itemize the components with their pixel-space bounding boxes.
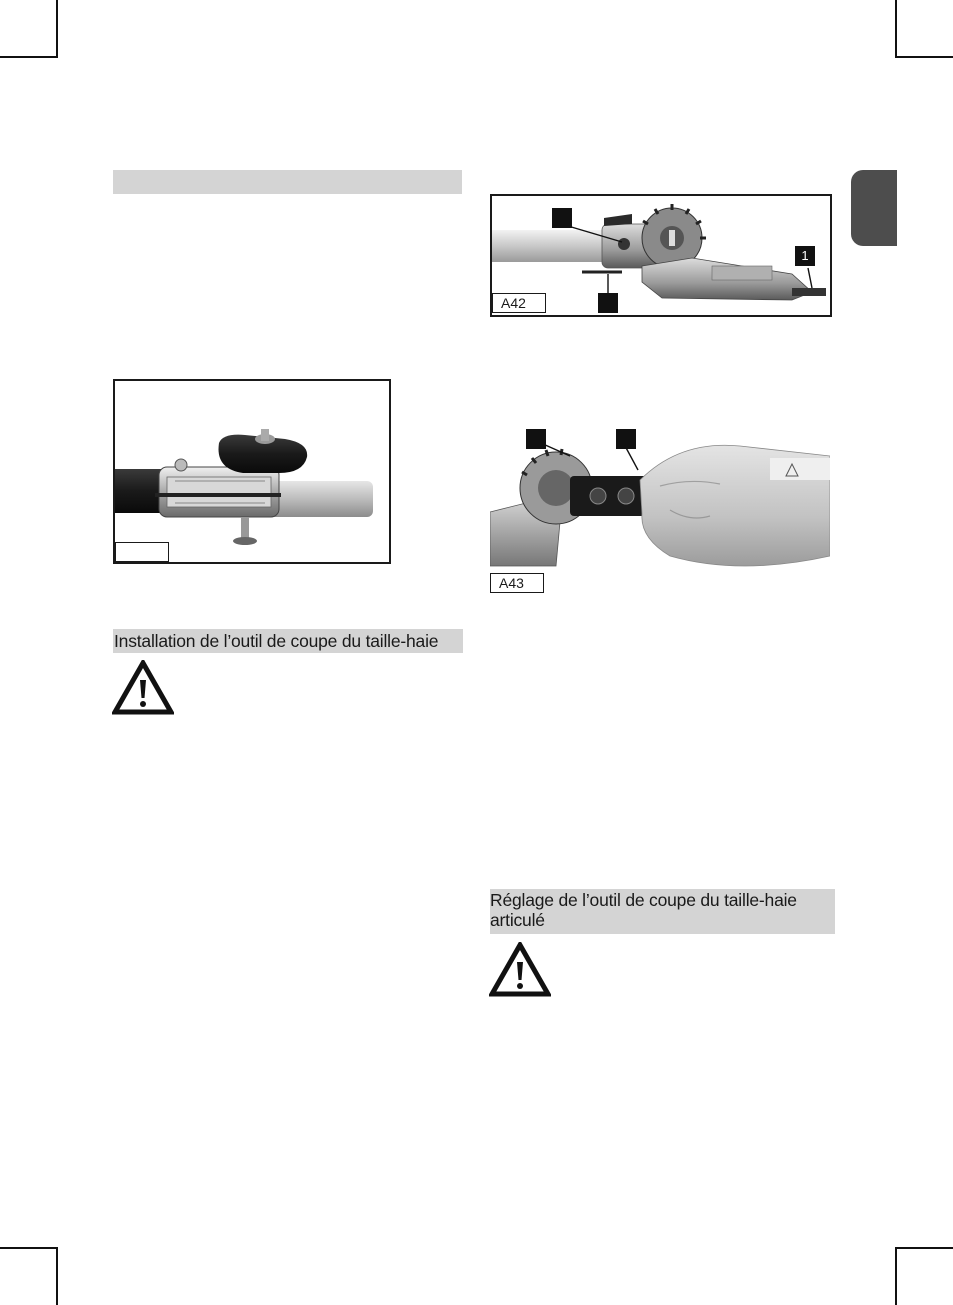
crop-mark-bottom-right-h [895,1247,953,1249]
crop-mark-bottom-left-h [0,1247,58,1249]
figure-a42 [490,194,832,317]
figure-label-a42: A42 [492,293,546,313]
figure-a43 [490,426,830,596]
shaft-clamp-illustration [115,381,389,562]
language-tab [851,170,897,246]
section-heading-2: Installation de l’outil de coupe du taille-haie [113,629,463,653]
callout-a43-1 [526,429,546,449]
crop-mark-top-left-v [56,0,58,58]
callout-a42-3: 1 [795,246,815,266]
callout-a43-2 [616,429,636,449]
warning-triangle-icon [489,942,551,998]
figure-label-left [115,542,169,562]
section-heading-3: Réglage de l’outil de coupe du taille-haie articulé [490,889,835,934]
section-heading-1 [113,170,462,194]
crop-mark-top-right-v [895,0,897,58]
callout-a42-1 [552,208,572,228]
figure-shaft-clamp [113,379,391,564]
figure-label-a43: A43 [490,573,544,593]
crop-mark-top-left-h [0,56,58,58]
crop-mark-top-right-h [895,56,953,58]
crop-mark-bottom-left-v [56,1247,58,1305]
callout-a42-2 [598,293,618,313]
warning-triangle-icon [112,660,174,716]
crop-mark-bottom-right-v [895,1247,897,1305]
